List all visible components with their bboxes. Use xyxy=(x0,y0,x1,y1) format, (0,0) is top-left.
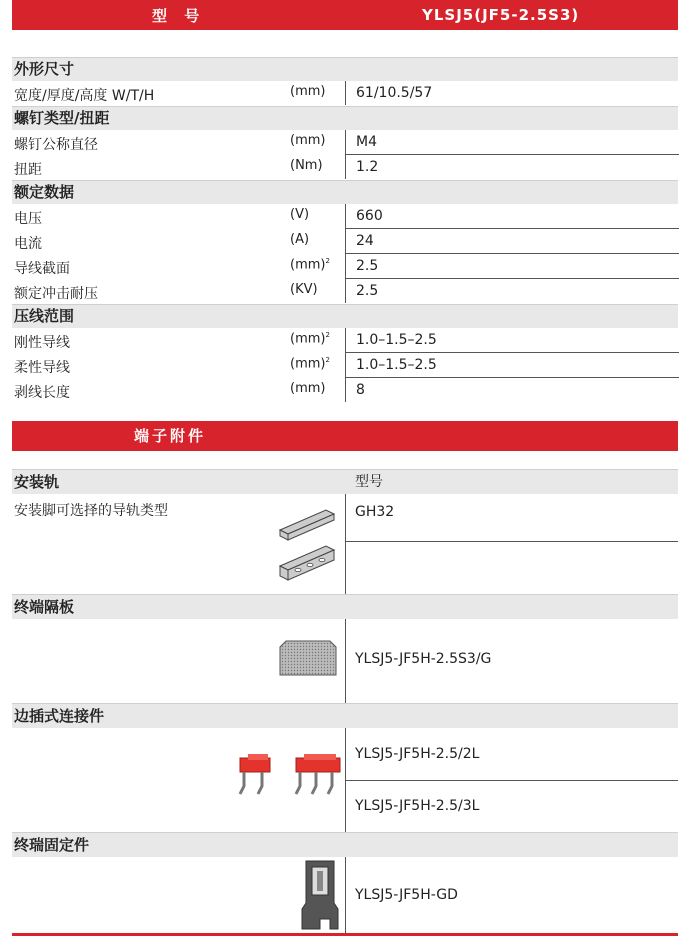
spec-row: 剥线长度 (mm) 8 xyxy=(12,378,678,403)
rail-header: 安装轨 型号 xyxy=(12,469,678,494)
end-clamp-block: YLSJ5-JF5H-GD xyxy=(12,857,678,933)
model-header-band xyxy=(12,0,678,30)
section-title: 压线范围 xyxy=(12,304,678,328)
model-col-label: 型号 xyxy=(355,474,383,490)
rail-block: 安装脚可选择的导轨类型 GH32 xyxy=(12,494,678,594)
accessories-title: 端子附件 xyxy=(134,427,207,445)
spec-row: 扭距 (Nm) 1.2 xyxy=(12,155,678,180)
end-clamp-icon xyxy=(300,859,340,933)
model-header-label: 型 号 xyxy=(152,6,206,25)
model-header-value: YLSJ5(JF5-2.5S3) xyxy=(422,6,580,24)
din-rail-icon xyxy=(274,506,340,586)
connector-block: YLSJ5-JF5H-2.5/2L YLSJ5-JF5H-2.5/3L xyxy=(12,728,678,832)
jumper-connector-3-icon xyxy=(290,754,346,798)
spec-row: 螺钉公称直径 (mm) M4 xyxy=(12,130,678,155)
end-plate-icon xyxy=(278,639,338,679)
end-plate-header: 终端隔板 xyxy=(12,594,678,619)
connector-header: 边插式连接件 xyxy=(12,703,678,728)
spec-row: 额定冲击耐压 (KV) 2.5 xyxy=(12,279,678,304)
spec-row: 刚性导线 (mm)$^2$ 1.0–1.5–2.5 xyxy=(12,328,678,353)
spec-row: 柔性导线 (mm)$^2$ 1.0–1.5–2.5 xyxy=(12,353,678,378)
spec-sheet xyxy=(12,0,678,936)
spec-row: 电流 (A) 24 xyxy=(12,229,678,254)
end-clamp-header: 终瑞固定件 xyxy=(12,832,678,857)
spec-row: 电压 (V) 660 xyxy=(12,204,678,229)
end-plate-block: YLSJ5-JF5H-2.5S3/G xyxy=(12,619,678,703)
spec-row: 导线截面 (mm)$^2$ 2.5 xyxy=(12,254,678,279)
accessories-band xyxy=(12,421,678,451)
spec-row: 宽度/厚度/高度 W/T/H (mm) 61/10.5/57 xyxy=(12,81,678,106)
section-title: 额定数据 xyxy=(12,180,678,204)
jumper-connector-2-icon xyxy=(234,754,284,798)
section-title: 外形尺寸 xyxy=(12,57,678,81)
section-title: 螺钉类型/扭距 xyxy=(12,106,678,130)
